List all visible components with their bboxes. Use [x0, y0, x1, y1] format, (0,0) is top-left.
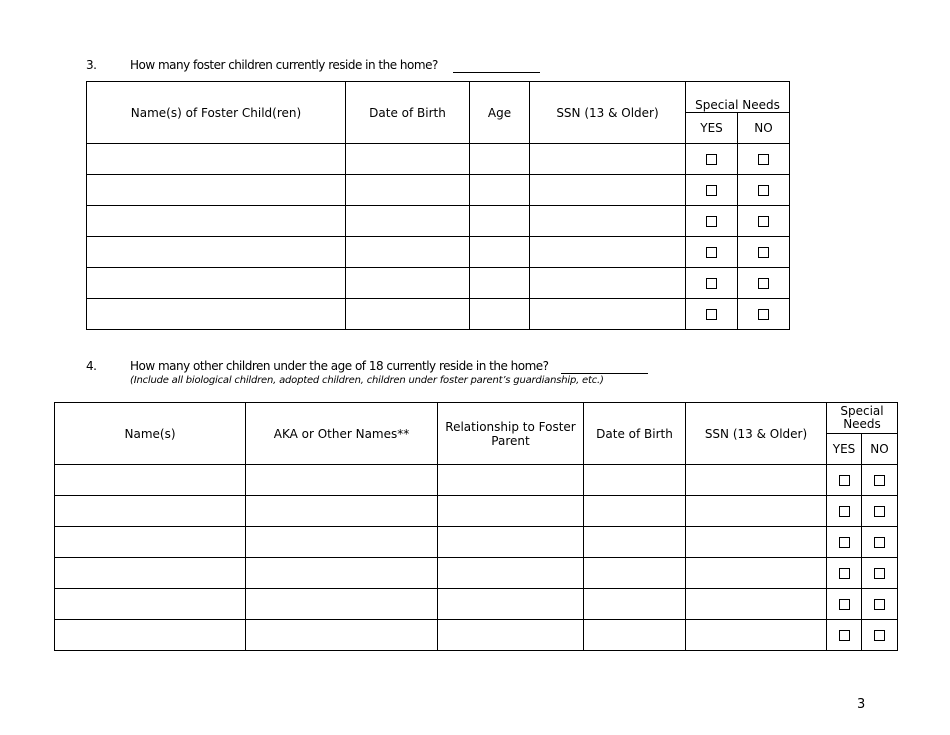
special-needs-yes-checkbox[interactable] — [706, 185, 717, 196]
age-cell[interactable] — [470, 175, 530, 206]
header-names: Name(s) — [55, 403, 246, 465]
ssn-cell[interactable] — [686, 496, 827, 527]
header-age: Age — [470, 82, 530, 144]
date-of-birth-cell[interactable] — [346, 268, 470, 299]
ssn-cell[interactable] — [686, 465, 827, 496]
name-cell[interactable] — [55, 496, 246, 527]
special-needs-no-cell — [862, 465, 898, 496]
table-row — [87, 175, 790, 206]
question-4-subtext: (Include all biological children, adopted children, children under foster parent’s guardianship, etc.) — [130, 375, 604, 386]
date-of-birth-cell[interactable] — [346, 144, 470, 175]
special-needs-yes-cell — [686, 175, 738, 206]
name-cell[interactable] — [55, 527, 246, 558]
special-needs-yes-cell — [827, 620, 862, 651]
special-needs-yes-cell — [686, 144, 738, 175]
question-3-number: 3. — [86, 58, 97, 72]
special-needs-no-cell — [738, 268, 790, 299]
special-needs-no-cell — [862, 496, 898, 527]
date-of-birth-cell[interactable] — [346, 175, 470, 206]
special-needs-yes-checkbox[interactable] — [839, 630, 850, 641]
special-needs-no-checkbox[interactable] — [874, 630, 885, 641]
table-row — [55, 465, 898, 496]
page-number: 3 — [857, 697, 866, 712]
special-needs-no-cell — [738, 237, 790, 268]
foster-child-name-cell[interactable] — [87, 268, 346, 299]
date-of-birth-cell[interactable] — [346, 299, 470, 330]
special-needs-yes-checkbox[interactable] — [839, 599, 850, 610]
ssn-cell[interactable] — [686, 620, 827, 651]
header-date-of-birth: Date of Birth — [346, 82, 470, 144]
date-of-birth-cell[interactable] — [584, 620, 686, 651]
special-needs-no-cell — [738, 144, 790, 175]
aka-cell[interactable] — [246, 465, 438, 496]
special-needs-yes-checkbox[interactable] — [706, 309, 717, 320]
question-4-answer-line[interactable] — [561, 373, 648, 374]
age-cell[interactable] — [470, 237, 530, 268]
ssn-cell[interactable] — [530, 206, 686, 237]
header-special-needs-yes: YES — [827, 434, 862, 465]
date-of-birth-cell[interactable] — [584, 558, 686, 589]
age-cell[interactable] — [470, 299, 530, 330]
name-cell[interactable] — [55, 589, 246, 620]
age-cell[interactable] — [470, 268, 530, 299]
aka-cell[interactable] — [246, 558, 438, 589]
table-row — [55, 620, 898, 651]
table-row — [87, 237, 790, 268]
date-of-birth-cell[interactable] — [346, 206, 470, 237]
ssn-cell[interactable] — [686, 558, 827, 589]
foster-child-name-cell[interactable] — [87, 144, 346, 175]
name-cell[interactable] — [55, 465, 246, 496]
name-cell[interactable] — [55, 620, 246, 651]
relationship-cell[interactable] — [438, 527, 584, 558]
relationship-cell[interactable] — [438, 465, 584, 496]
header-special-needs: Special Needs — [686, 82, 790, 113]
special-needs-no-checkbox[interactable] — [874, 599, 885, 610]
header-aka: AKA or Other Names** — [246, 403, 438, 465]
special-needs-no-cell — [738, 299, 790, 330]
question-3-answer-line[interactable] — [453, 72, 540, 73]
special-needs-no-checkbox[interactable] — [758, 154, 769, 165]
date-of-birth-cell[interactable] — [584, 496, 686, 527]
relationship-cell[interactable] — [438, 496, 584, 527]
special-needs-yes-checkbox[interactable] — [706, 216, 717, 227]
relationship-cell[interactable] — [438, 558, 584, 589]
table-row — [87, 144, 790, 175]
special-needs-no-checkbox[interactable] — [874, 568, 885, 579]
table-row — [55, 496, 898, 527]
special-needs-no-checkbox[interactable] — [758, 185, 769, 196]
table-row — [87, 268, 790, 299]
special-needs-no-checkbox[interactable] — [874, 506, 885, 517]
special-needs-yes-checkbox[interactable] — [839, 475, 850, 486]
table-row — [87, 206, 790, 237]
ssn-cell[interactable] — [530, 268, 686, 299]
other-children-table — [54, 402, 898, 651]
special-needs-no-cell — [862, 620, 898, 651]
date-of-birth-cell[interactable] — [346, 237, 470, 268]
relationship-cell[interactable] — [438, 589, 584, 620]
special-needs-yes-cell — [827, 558, 862, 589]
special-needs-yes-cell — [686, 237, 738, 268]
special-needs-no-cell — [738, 206, 790, 237]
special-needs-yes-checkbox[interactable] — [839, 568, 850, 579]
special-needs-yes-checkbox[interactable] — [706, 154, 717, 165]
special-needs-yes-cell — [686, 268, 738, 299]
header-special-needs-no: NO — [862, 434, 898, 465]
table-row — [55, 527, 898, 558]
special-needs-yes-cell — [827, 496, 862, 527]
table-row — [55, 558, 898, 589]
special-needs-no-cell — [862, 527, 898, 558]
foster-child-name-cell[interactable] — [87, 237, 346, 268]
name-cell[interactable] — [55, 558, 246, 589]
question-3-text: How many foster children currently reside in the home? — [130, 58, 438, 72]
special-needs-no-checkbox[interactable] — [758, 309, 769, 320]
special-needs-yes-cell — [686, 299, 738, 330]
foster-child-name-cell[interactable] — [87, 299, 346, 330]
special-needs-yes-cell — [827, 589, 862, 620]
table-row — [87, 299, 790, 330]
special-needs-no-checkbox[interactable] — [758, 247, 769, 258]
ssn-cell[interactable] — [530, 175, 686, 206]
header-ssn: SSN (13 & Older) — [686, 403, 827, 465]
foster-child-name-cell[interactable] — [87, 206, 346, 237]
foster-children-table — [86, 81, 790, 330]
special-needs-yes-checkbox[interactable] — [706, 247, 717, 258]
ssn-cell[interactable] — [530, 144, 686, 175]
special-needs-yes-checkbox[interactable] — [839, 506, 850, 517]
special-needs-no-checkbox[interactable] — [874, 537, 885, 548]
header-foster-child-name: Name(s) of Foster Child(ren) — [87, 82, 346, 144]
ssn-cell[interactable] — [530, 237, 686, 268]
ssn-cell[interactable] — [686, 527, 827, 558]
header-date-of-birth: Date of Birth — [584, 403, 686, 465]
header-relationship: Relationship to Foster Parent — [438, 403, 584, 465]
special-needs-no-cell — [862, 558, 898, 589]
special-needs-yes-cell — [827, 465, 862, 496]
special-needs-yes-cell — [686, 206, 738, 237]
relationship-cell[interactable] — [438, 620, 584, 651]
question-4-number: 4. — [86, 359, 97, 373]
header-special-needs-yes: YES — [686, 113, 738, 144]
age-cell[interactable] — [470, 144, 530, 175]
header-special-needs: Special Needs — [827, 403, 898, 434]
foster-child-name-cell[interactable] — [87, 175, 346, 206]
aka-cell[interactable] — [246, 496, 438, 527]
special-needs-no-checkbox[interactable] — [758, 278, 769, 289]
special-needs-yes-checkbox[interactable] — [706, 278, 717, 289]
aka-cell[interactable] — [246, 589, 438, 620]
special-needs-yes-checkbox[interactable] — [839, 537, 850, 548]
date-of-birth-cell[interactable] — [584, 527, 686, 558]
special-needs-yes-cell — [827, 527, 862, 558]
special-needs-no-checkbox[interactable] — [758, 216, 769, 227]
header-ssn: SSN (13 & Older) — [530, 82, 686, 144]
aka-cell[interactable] — [246, 527, 438, 558]
date-of-birth-cell[interactable] — [584, 589, 686, 620]
header-special-needs-no: NO — [738, 113, 790, 144]
date-of-birth-cell[interactable] — [584, 465, 686, 496]
age-cell[interactable] — [470, 206, 530, 237]
aka-cell[interactable] — [246, 620, 438, 651]
special-needs-no-cell — [862, 589, 898, 620]
table-row — [55, 589, 898, 620]
special-needs-no-checkbox[interactable] — [874, 475, 885, 486]
question-4-text: How many other children under the age of 18 currently reside in the home? — [130, 359, 549, 373]
ssn-cell[interactable] — [530, 299, 686, 330]
ssn-cell[interactable] — [686, 589, 827, 620]
special-needs-no-cell — [738, 175, 790, 206]
